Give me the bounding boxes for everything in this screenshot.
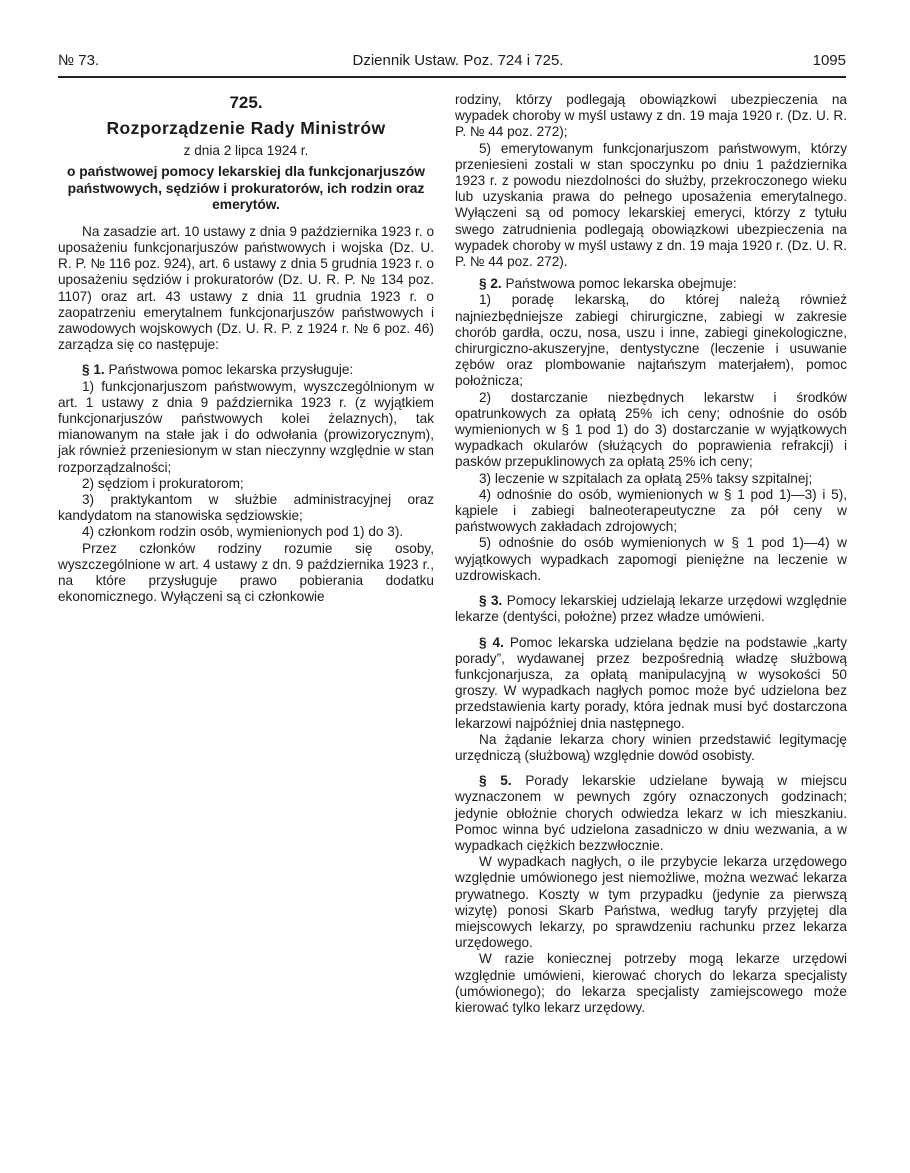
section-1-label: § 1. (82, 362, 105, 378)
act-number: 725. (229, 93, 263, 112)
section-4 (455, 635, 847, 732)
section-5-label: § 5. (479, 773, 512, 789)
section-1-point-4: 4) członkom rodzin osób, wymienionych pod 1) do 3). (82, 524, 404, 540)
section-3-label: § 3. (479, 593, 503, 609)
page-header (58, 52, 846, 74)
section-4-label: § 4. (479, 634, 504, 650)
section-1-point-3: 3) praktykantom w służbie administracyjnej oraz kandydatom na stanowiska sędziowskie; (58, 491, 434, 524)
act-subject: o państwowej pomocy lekarskiej dla funkcjonarjuszów państwowych, sędziów i prokuratorów, ich rodzin oraz emerytów. (66, 164, 426, 213)
section-5-paragraph-3: W razie koniecznej potrzeby mogą lekarze urzędowi względnie umówieni, kierować chorych do lekarza specjalisty (umówionego); do lekarza specjalisty zamiejscowego może kierować tylko lekarz urzędowy. (455, 951, 847, 1015)
section-2-point-5: 5) odnośnie do osób wymienionych w § 1 pod 1)—4) w wyjątkowych wypadkach zapomogi pieniężne na leczenie w uzdrowiskach. (455, 535, 847, 583)
act-date: z dnia 2 lipca 1924 r. (183, 143, 309, 158)
left-column (58, 92, 434, 605)
right-column (455, 92, 847, 1016)
section-1-intro (58, 362, 434, 378)
journal-title: Dziennik Ustaw. Poz. 724 i 725. (352, 52, 564, 69)
section-2-point-1: 1) poradę lekarską, do której należą również najniezbędniejsze zabiegi chirurgiczne, zabiegi w zakresie chorób gardła, oczu, nosa, uszu i inne, zabiegi ginekologiczne, chirurgiczno-akuszeryjne, dentystyczne (leczenie i usuwanie zębów oraz plombowanie najtańszym materjałem), pomoc położnicza; (455, 292, 847, 389)
page-number: 1095 (812, 52, 846, 69)
section-2-point-3: 3) leczenie w szpitalach za opłatą 25% taksy szpitalnej; (479, 470, 813, 486)
section-1-point-2: 2) sędziom i prokuratorom; (82, 475, 244, 491)
section-2-label: § 2. (479, 276, 502, 292)
section-1-point-1: 1) funkcjonarjuszom państwowym, wyszczególnionym w art. 1 ustawy z dnia 9 października 1923 r. (z wyjątkiem funkcjonarjuszów państwowych kolei żelaznych), tak mianowanym na stałe jak i do odwołania (prowizorycznym), jak również przeniesionym w stan nieczynny względnie w stan rozporządzalności; (58, 378, 434, 475)
section-1-point-5: 5) emerytowanym funkcjonarjuszom państwowym, którzy przeniesieni zostali w stan spoczynku po dniu 1 października 1923 r. z powodu niezdolności do służby, przekroczonego wieku lub uzyskania prawa do pełnego uposażenia emerytalnego. Wyłączeni są od pomocy lekarskiej emeryci, którzy z tytułu swego zatrudnienia podlegają obowiązkowi ubezpieczenia na wypadek choroby w myśl ustawy z dn. 19 maja 1920 r. (Dz. U. R. P. № 44 poz. 272). (455, 140, 847, 270)
section-4-paragraph-2: Na żądanie lekarza chory winien przedstawić legitymację urzędniczą (służbową) względnie dowód osobisty. (455, 731, 847, 763)
preamble: Na zasadzie art. 10 ustawy z dnia 9 października 1923 r. o uposażeniu funkcjonarjuszów państwowych i wojska (Dz. U. R. P. № 116 poz. 924), art. 6 ustawy z dnia 5 grudnia 1923 r. o uposażeniu sędziów i prokuratorów (Dz. U. R. P. № 134 poz. 1107) oraz art. 43 ustawy z dnia 11 grudnia 1923 r. o zaopatrzeniu emerytalnem funkcjonarjuszów państwowych i zawodowych wojskowych (Dz. U. R. P. z 1924 r. № 6 poz. 46) zarządza się co następuje: (58, 223, 434, 353)
section-3-text: Pomocy lekarskiej udzielają lekarze urzędowi względnie lekarze (dentyści, położne) przez władze umówieni. (455, 593, 847, 625)
section-1-intro-text: Państwowa pomoc lekarska przysługuje: (108, 362, 354, 378)
family-continuation: rodziny, którzy podlegają obowiązkowi ubezpieczenia na wypadek choroby w myśl ustawy z dn. 19 maja 1920 r. (Dz. U. R. P. № 44 poz. 272); (455, 92, 847, 140)
section-5-text: Porady lekarskie udzielane bywają w miejscu wyznaczonem w pewnych zgóry oznaczonych godzinach; jedynie obłożnie chorych odwiedza lekarz w ich mieszkaniu. Pomoc winna być udzielona zasadniczo w dniu wezwania, a w wypadkach ciężkich bezzwłocznie. (455, 773, 847, 853)
section-4-text: Pomoc lekarska udzielana będzie na podstawie „karty porady”, wydawanej przez bezpośrednią władzę służbową funkcjonarjusza, za opłatą manipulacyjną w wysokości 50 groszy. W wypadkach nagłych pomoc może być udzielona bez przedstawienia karty porady, która jednak musi być dostarczona lekarzowi najpóźniej dnia następnego. (455, 634, 847, 731)
section-1-family: Przez członków rodziny rozumie się osoby, wyszczególnione w art. 4 ustawy z dn. 9 października 1923 r., na które przysługuje prawo pobierania dodatku ekonomicznego. Wyłączeni są ci członkowie (58, 540, 434, 605)
act-title: Rozporządzenie Rady Ministrów (106, 118, 386, 138)
issue-number: № 73. (58, 52, 100, 69)
section-5-paragraph-2: W wypadkach nagłych, o ile przybycie lekarza urzędowego względnie umówionego jest niemożliwe, można wezwać lekarza prywatnego. Koszty w tym przypadku (jedynie za pierwszą wizytę) ponosi Skarb Państwa, według taryfy przyjętej dla miejscowych lekarzy, po sprawdzeniu rachunku przez lekarza urzędowego. (455, 854, 847, 951)
section-2-point-4: 4) odnośnie do osób, wymienionych w § 1 pod 1)—3) i 5), kąpiele i zabiegi balneoterapeutyczne za pół ceny w państwowych zakładach zdrojowych; (455, 486, 847, 535)
header-rule (58, 76, 846, 78)
section-3 (455, 593, 847, 625)
section-2-intro-text: Państwowa pomoc lekarska obejmuje: (505, 276, 737, 292)
section-5 (455, 773, 847, 854)
section-2-point-2: 2) dostarczanie niezbędnych lekarstw i środków opatrunkowych za opłatą 25% ich ceny; odnośnie do osób wymienionych w § 1 pod 1) do 3) dostarczanie w wyjątkowych wypadkach okularów (służących do poprawienia refrakcji) i pasków przepuklinowych za opłatą 25% ich ceny; (455, 389, 847, 470)
section-2-intro (455, 276, 847, 292)
